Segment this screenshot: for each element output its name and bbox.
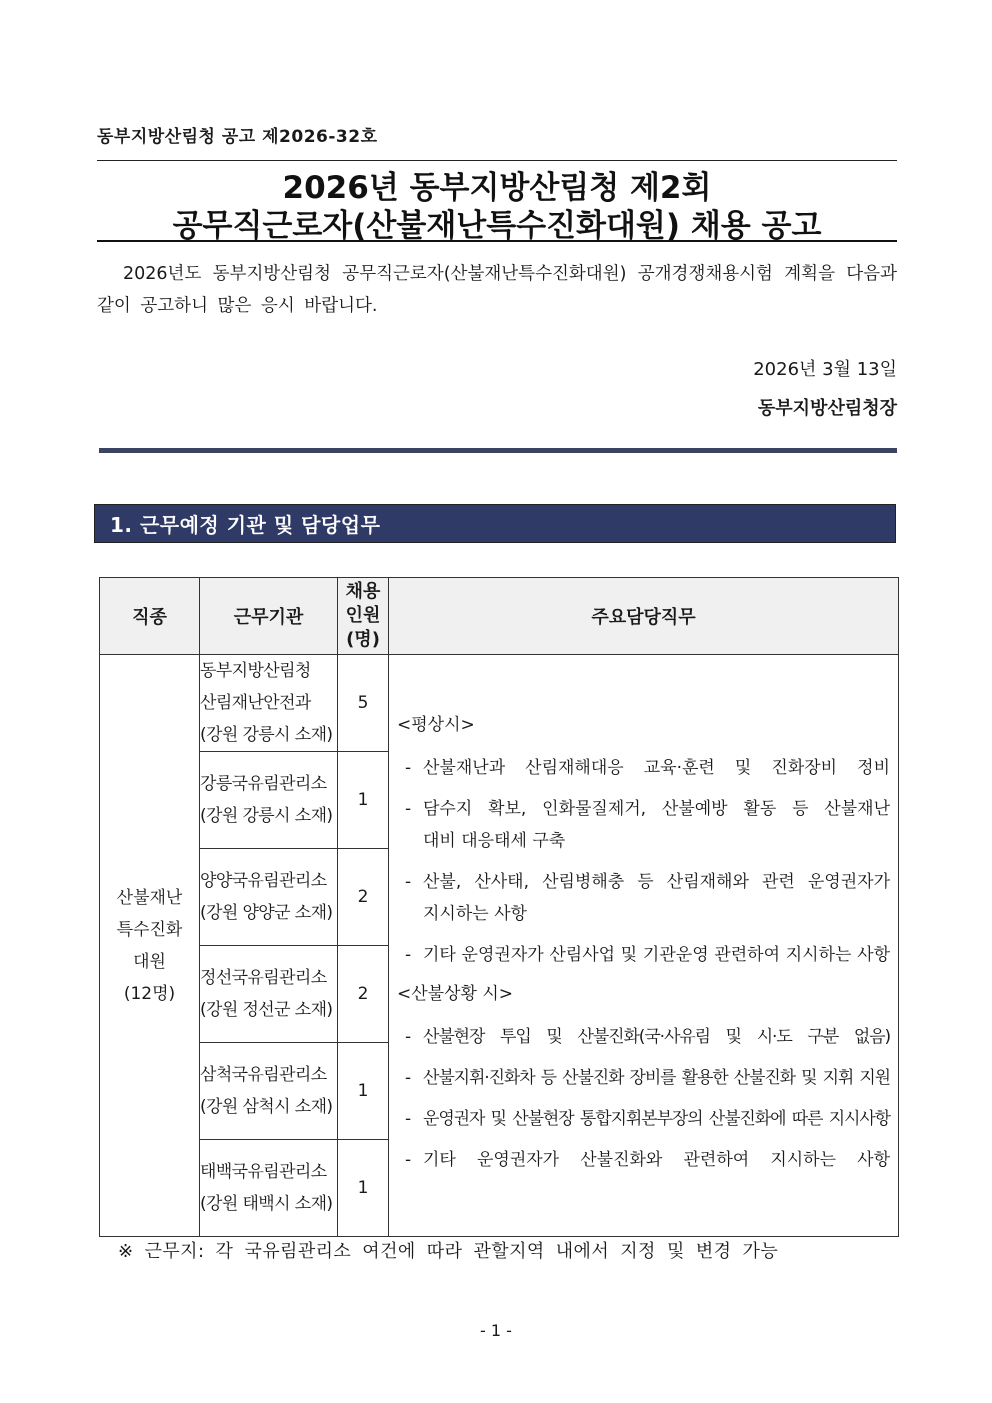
table-header-row xyxy=(100,578,899,655)
intro-paragraph: 2026년도 동부지방산림청 공무직근로자(산불재난특수진화대원) 공개경쟁채용시험 계획을 다음과 같이 공고하니 많은 응시 바랍니다. xyxy=(97,264,897,316)
duties-table xyxy=(99,577,899,1237)
org-line1: 동부지방산림청 xyxy=(200,661,311,681)
dash-marker: - xyxy=(405,872,412,892)
duty-item xyxy=(397,866,890,930)
dash-marker: - xyxy=(405,799,412,819)
announcement-date: 2026년 3월 13일 xyxy=(753,359,897,380)
org-cell xyxy=(200,655,338,752)
org-cell xyxy=(200,946,338,1043)
dash-marker: - xyxy=(405,758,412,778)
header-count-line2: 인원 xyxy=(345,605,381,626)
fire-heading: <산불상황 시> xyxy=(397,984,514,1004)
count-cell: 2 xyxy=(338,946,389,1043)
header-count-line1: 채용 xyxy=(345,581,381,602)
notice-number: 동부지방산림청 공고 제2026-32호 xyxy=(97,127,378,147)
header-org: 근무기관 xyxy=(200,578,338,655)
job-cell xyxy=(100,655,200,1237)
table-row xyxy=(100,655,899,752)
duties-cell xyxy=(389,655,899,1237)
dash-marker: - xyxy=(405,1068,412,1088)
duty-text-continued: 지시하는 사항 xyxy=(423,904,527,924)
duty-item xyxy=(397,793,890,857)
dash-marker: - xyxy=(405,1150,412,1170)
section-title: 1. 근무예정 기관 및 담당업무 xyxy=(110,513,381,537)
duty-item xyxy=(397,939,890,971)
duty-text: 산불지휘·진화차 등 산불진화 장비를 활용한 산불진화 및 지휘 지원 xyxy=(423,1068,890,1088)
duty-item xyxy=(397,1103,890,1135)
issuer-name: 동부지방산림청장 xyxy=(757,398,897,419)
dash-marker: - xyxy=(405,945,412,965)
count-cell: 1 xyxy=(338,1140,389,1237)
duty-item xyxy=(397,1062,890,1094)
org-cell xyxy=(200,1140,338,1237)
job-line3: 대원 xyxy=(133,951,166,972)
page-number: - 1 - xyxy=(480,1321,512,1340)
header-count xyxy=(338,578,389,655)
org-line3: (강원 강릉시 소재) xyxy=(200,725,333,745)
header-divider xyxy=(97,160,897,161)
count-cell: 2 xyxy=(338,849,389,946)
org-line2: (강원 강릉시 소재) xyxy=(200,806,333,826)
page-title-line1: 2026년 동부지방산림청 제2회 xyxy=(282,170,712,206)
job-line1: 산불재난 xyxy=(116,887,183,908)
duty-item xyxy=(397,752,890,784)
normal-heading: <평상시> xyxy=(397,715,475,735)
org-line1: 양양국유림관리소 xyxy=(200,871,327,891)
org-line2: (강원 태백시 소재) xyxy=(200,1194,333,1214)
org-line1: 정선국유림관리소 xyxy=(200,968,327,988)
org-cell xyxy=(200,1043,338,1140)
count-cell: 1 xyxy=(338,1043,389,1140)
dash-marker: - xyxy=(405,1027,412,1047)
duties-content xyxy=(397,711,890,1185)
org-cell xyxy=(200,849,338,946)
header-duties: 주요담당직무 xyxy=(389,578,899,655)
footnote: ※ 근무지: 각 국유림관리소 여건에 따라 관할지역 내에서 지정 및 변경 가능 xyxy=(118,1241,779,1262)
org-line2: (강원 양양군 소재) xyxy=(200,903,333,923)
header-job: 직종 xyxy=(100,578,200,655)
section-divider xyxy=(99,448,897,453)
count-cell: 1 xyxy=(338,752,389,849)
duty-text-continued: 대비 대응태세 구축 xyxy=(423,831,566,851)
duty-item xyxy=(397,1021,890,1053)
count-cell: 5 xyxy=(338,655,389,752)
job-line4: (12명) xyxy=(123,983,176,1004)
org-line1: 강릉국유림관리소 xyxy=(200,774,327,794)
org-line2: 산림재난안전과 xyxy=(200,693,311,713)
header-count-line3: (명) xyxy=(346,629,380,650)
page-title-line2: 공무직근로자(산불재난특수진화대원) 채용 공고 xyxy=(172,208,822,244)
duty-text: 산불현장 투입 및 산불진화(국·사유림 및 시·도 구분 없음) xyxy=(423,1027,890,1047)
org-line2: (강원 정선군 소재) xyxy=(200,1000,333,1020)
org-line1: 삼척국유림관리소 xyxy=(200,1065,327,1085)
duty-text: 산불재난과 산림재해대응 교육·훈련 및 진화장비 정비 xyxy=(423,758,890,778)
duty-item xyxy=(397,1144,890,1176)
duty-text: 담수지 확보, 인화물질제거, 산불예방 활동 등 산불재난 xyxy=(423,799,890,819)
title-divider xyxy=(97,240,897,242)
duty-text: 산불, 산사태, 산림병해충 등 산림재해와 관련 운영권자가 xyxy=(423,872,890,892)
org-cell xyxy=(200,752,338,849)
dash-marker: - xyxy=(405,1109,412,1129)
duty-text: 기타 운영권자가 산불진화와 관련하여 지시하는 사항 xyxy=(423,1150,890,1170)
duty-text: 기타 운영권자가 산림사업 및 기관운영 관련하여 지시하는 사항 xyxy=(423,945,890,965)
duty-text: 운영권자 및 산불현장 통합지휘본부장의 산불진화에 따른 지시사항 xyxy=(423,1109,890,1129)
org-line2: (강원 삼척시 소재) xyxy=(200,1097,333,1117)
org-line1: 태백국유림관리소 xyxy=(200,1162,327,1182)
job-line2: 특수진화 xyxy=(116,919,183,940)
